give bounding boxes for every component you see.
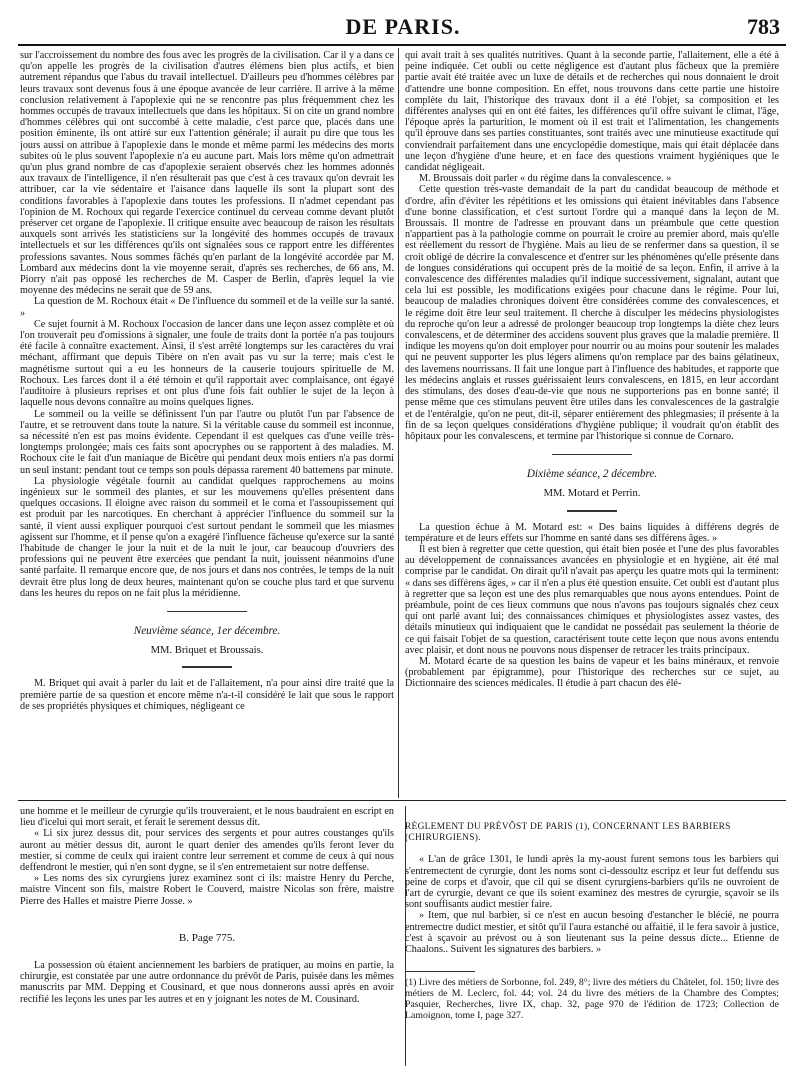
paragraph: Ce sujet fournit à M. Rochoux l'occasion de lancer dans une leçon assez complète et où l'on trouverait peu d'omissions à signaler, une foule de traits dont la portée n'a pas toujours été facile à connaître exactement. Ainsi, il s'est arrêté longtemps sur les caractères du vrai méchant, affirmant que depuis Tibère on n'en avait pas vu sur la terre; mais c'est le magnétisme surtout qui a eu les honneurs de la causerie toujours spirituelle de M. Rochoux. Les farces dont il a été témoin et qu'il rapportait avec complaisance, ont égayé l'auditoire à plusieurs reprises et ont plus d'une fois fait oublier le sujet de la leçon à laquelle nous devons connaître au moins quelques lignes.	[20, 318, 394, 409]
paragraph: sur l'accroissement du nombre des fous avec les progrès de la civilisation. Car il y a dans ce qu'on appelle les progrès de la civilisation d'autres élémens bien plus actifs, et bien autrement répandus que l'abus du travail intellectuel. D'ailleurs peu d'hommes célèbres par leurs travaux sont devenus fous à une époque avancée de leur carrière. Il arrive à la même conclusion relativement à l'apoplexie qui ne se rencontre pas plus fréquemment chez les hommes occupés de travaux intellectuels que dans les hôpitaux. Si on cite un grand nombre d'hommes célèbres qui ont succombé à cette maladie, c'est parce que, placés dans une position éminente, ils ont attiré sur eux l'attention générale; il aurait pu dire que tous les jours aussi on attribue à l'apoplexie dans le monde et même parmi les médecins des morts subites où le plus souvent l'apoplexie n'a eu aucune part. Mais lors même qu'on admettrait qu'un plus grand nombre de cas d'apoplexie seraient observés chez les hommes adonnés aux travaux de l'intelligence, il n'en résulterait pas que c'est à ces travaux qu'on devrait les attribuer, car la vie sédentaire et l'aisance dans laquelle ils sont la plupart sont des conditions favorables à l'apoplexie dans toutes les professions. Il n'admet cependant pas l'opinion de M. Rochoux qui regarde l'exercice continuel du cerveau comme devant plutôt préserver cet organe de l'apoplexie. Il critique ensuite avec beaucoup de raison les résultats auxquels sont arrivés les statisticiens sur la longévité des hommes occupés de travaux intellectuels et sur les différences qu'ils ont signalées sous ce rapport entre les différentes professions savantes. Nous sommes fâchés qu'en parlant de la longévité accordée par M. Lombard aux médecins dont la vie moyenne serait, d'après ses recherches, de 66 ans, M. Piorry n'ait pas opposé les recherches de M. Casper de Berlin, d'après lequel la vie moyenne des médecins ne serait que de 59 ans.	[20, 50, 394, 297]
reglement-heading: RÈGLEMENT DU PRÉVÔST DE PARIS (1), CONCERNANT LES BARBIERS (CHIRURGIENS).	[405, 822, 731, 844]
paragraph: Cette question très-vaste demandait de la part du candidat beaucoup de méthode et d'ordre, afin d'éviter les répétitions et les omissions qui étaient inévitables dans l'absence d'une bonne classification, et c'est surtout l'ordre qui a manqué dans la leçon de M. Broussais. Il montre de l'adresse en prouvant dans un préambule que cette question n'appartient pas à la pathologie comme on pourrait le croire au premier abord, mais qu'elle est réellement du ressort de l'hygiène. Mais au lieu de se renfermer dans sa question, il se croit obligé de décrire la convalescence et d'entrer sur les phénomènes qu'elle présente dans de longues considérations qui occupent près de la moitié de sa leçon. Enfin, il arrive à la convalescence des différentes maladies qu'il indique successivement, signalant, autant que cela lui est possible, les modifications exigées pour chacune dans le régime. Pour lui, beaucoup de maladies chroniques doivent être considérées comme des convalescences, et le régime doit être leur seul traitement. Il cherche à disculper les médecins physiologistes du reproche qu'on leur a adressé de prolonger beaucoup trop longtemps la diète chez leurs convalescens, et de déterminer des accidens souvent plus graves que la maladie première. Il indique les moyens qu'on doit employer pour nourrir ou au moins pour soutenir les malades qui ne peuvent supporter les plus légers alimens qu'on remplace par des bains gélatineux, des lavemens nourrissans. Il fait une longue part à l'influence des habitudes, et rapporte que les médecins anglais et russes guérissaient leurs convalescens, en 1815, en leur accordant des stimulans, des doses d'eau-de-vie que nous ne supporterions pas en bonne santé; il pense même que ces stimulans peuvent être utiles dans les convalescences de la gastralgie et de l'entéralgie, qu'on ne peut, dit-il, séparer entièrement des phlegmasies; il présente à la fin de sa leçon quelques considérations d'hygiène publique; il voudrait qu'on établît des hôpitaux pour les convalescens, et termine par l'historique si connue de Cornaro.	[405, 184, 779, 442]
paragraph: M. Briquet qui avait à parler du lait et de l'allaitement, n'a pour ainsi dire traité que la première partie de sa question et encore même n'a-t-il considéré le lait que sous le rapport de ses propriétés physiques et chimiques, négligeant ce	[20, 678, 394, 712]
footnote: (1) Livre des métiers de Sorbonne, fol. 249, 8°; livre des métiers du Châtelet, fol. 150; livre des métiers de M. Leclerc, fol. 44; vol. 24 du livre des métiers de la Chambre des Comptes; Pasquier, Recherches, livre IX, chap. 32, page 970 de l'édition de 1723; Collection de Lamoignon, tome I, page 327.	[405, 977, 779, 1021]
column-divider	[398, 48, 399, 798]
paragraph: Il est bien à regretter que cette question, qui était bien posée et l'une des plus favorables au développement de connaissances avancées en physiologie et en hygiène, ait été mal comprise par le candidat. On dirait qu'il n'avait pas aperçu les quatre mots qui la terminent: « dans ses différens âges, » car il n'en a plus été question ensuite. Cet oubli est d'autant plus à regretter que sa leçon est une des plus remarquables que nous ayons entendues. Point de préambule, point de ces lieux communs que nous n'avons pas toujours signalés chez ceux qui ont parlé avant lui; des connaissances chimiques et physiologistes assez vastes, des détails minutieux qui indiquaient que le candidat ne possédait pas seulement la théorie de ce qui faisait l'objet de sa question, caractérisent toute cette leçon que nous avons entendu avec plaisir, et dont nous ne pouvons nous dispenser de retracer les traits principaux.	[405, 543, 779, 656]
seance-participants: MM. Motard et Perrin.	[543, 488, 641, 500]
section-heading: B. Page 775.	[178, 931, 236, 944]
paragraph: La possession où étaient anciennement les barbiers de pratiquer, au moins en partie, la chirurgie, est constatée par une autre ordonnance du prévôt de Paris, puisée dans les mêmes manuscrits par MM. Depping et Cousinard, et que nous donnerons aussi après en avoir rectifié les leçons les unes par les autres et en y joignant les notes de M. Cousinard.	[20, 960, 394, 1005]
section-separator	[167, 611, 247, 612]
seance-heading: Neuvième séance, 1er décembre.	[133, 624, 281, 637]
running-title: DE PARIS.	[345, 14, 461, 39]
paragraph: « Li six jurez dessus dit, pour services des sergents et pour autres coustanges qu'ils auront au métier dessus dit, auront le quart denier des amendes qu'ils feront lever du mestier, si comme de ceulx qui iraient contre leur serrement et comme de ceux à qui nous deffendront le mestier, qui n'en sont dygne, se il s'en entremetaient sur notre deffense.	[20, 828, 394, 874]
paragraph: Le sommeil ou la veille se définissent l'un par l'autre ou plutôt l'un par l'absence de l'autre, et se retrouvent dans toute la nature. Si la véritable cause du sommeil est inconnue, sa nécessité n'en est pas moins évidente. Cependant il est quelques cas d'une veille très-longtemps prolongée; mais ces faits sont apocryphes ou se rapportent à des maladies. M. Rochoux cite le fait d'un maniaque de Bicêtre qui pendant deux mois entiers n'a pas dormi un seul instant: pendant tout ce temps son pouls dépassa rarement 40 battemens par minute.	[20, 408, 394, 476]
paragraph: « L'an de grâce 1301, le lundi après la my-aoust furent semons tous les barbiers qui s'entremectent de cyrurgie, dont les noms sont ci-dessoultz escripz et leur fut deffendu sus peine de corps et d'avoir, que cil qui se disent cyrurgiens-barbiers qu'ils ne ouvroient de l'art de cyrurgie, devant ce que ils soient examinez des mestres de cyrurgie, sçavoir se ils sont souffisants audict mestier faire.	[405, 854, 779, 911]
paragraph: La question de M. Rochoux était « De l'influence du sommeil et de la veille sur la santé. »	[20, 296, 394, 319]
notes-rule	[18, 800, 786, 801]
paragraph: qui avait trait à ses qualités nutritives. Quant à la seconde partie, l'allaitement, elle a été à peine indiquée. Cet oubli ou cette négligence est d'autant plus fâcheux que la première partie avait été traitée avec un luxe de détails et de recherches qui nous donnaient le droit d'attendre une bonne composition. En effet, nous trouvons dans cette partie une histoire complète du lait, l'historique des travaux dont il a été l'objet, sa composition et les différentes analyses qui en ont été faites, les différences qu'il offre suivant le climat, l'âge, l'époque après la parturition, le moment où il est trait et l'alimentation, les changements qu'il éprouve dans ses parties constituantes, sont traités avec une minutieuse exactitude qui conviendrait parfaitement dans une encyclopédie domestique, mais qui était déplacée dans une leçon d'hygiène d'une heure, et en face des questions vraiment hygiéniques que le candidat négligeait.	[405, 50, 779, 174]
page-number: 783	[747, 14, 780, 39]
paragraph: » Item, que nul barbier, si ce n'est en aucun besoing d'estancher le blécié, ne pourra entremectre dudict mestier, et sitôt qu'il l'aura estanché ou affaitié, il le fera savoir à justice, c'est à sçavoir au prévost ou à son lieutenant sus la peine dessus dicte... Etienne de Chaalons.. Suivent les signatures des barbiers. »	[405, 910, 779, 956]
seance-heading: Dixième séance, 2 décembre.	[526, 468, 658, 481]
footnote-rule	[405, 971, 475, 972]
paragraph: La question échue à M. Motard est: « Des bains liquides à différens degrés de température et de leurs effets sur l'homme en santé dans ses différens âges. »	[405, 521, 779, 544]
paragraph: M. Motard écarte de sa question les bains de vapeur et les bains minéraux, et renvoie (probablement par épigramme), pour l'historique des recherches sur ce sujet, au Dictionnaire des sciences médicales. Il étudie à part chacun des élé-	[405, 655, 779, 690]
page-header	[22, 14, 784, 40]
section-separator	[552, 454, 632, 455]
seance-participants: MM. Briquet et Broussais.	[150, 645, 264, 657]
paragraph: La physiologie végétale fournit au candidat quelques rapprochemens au moins ingénieux sur le sommeil des plantes, et sur les mouvemens qu'elles présentent dans quelques occasions. Il éloigne avec raison du sommeil et le coma et l'assoupissement qui est produit par les narcotiques. En cherchant à apprécier l'influence du sommeil sur la santé, il vient aussi expliquer pourquoi c'est surtout pendant le sommeil que les miasmes agissent sur l'homme, et il pense qu'on a exagéré l'influence fâcheuse qu'exerce sur la santé l'habitude de changer le jour la nuit et de la nuit le jour, car beaucoup d'ouvriers des professions qui ne peuvent être exercées que pendant la nuit, jouissent néanmoins d'une santé parfaite. Il remarque encore que, de nos jours et dans nos contrées, le temps de la nuit devrait être plus long de deux heures, maintenant qu'on se couche plus tard et que survenu dans les heures du repos on ne fait plus la méridienne.	[20, 475, 394, 599]
left-column	[20, 50, 394, 790]
right-column	[405, 50, 779, 790]
header-rule	[18, 44, 786, 46]
paragraph: une homme et le meilleur de cyrurgie qu'ils trouveraient, et le nous baudraient en escript en lieu d'iceluì qui mort serait, et ferait le serement dessus dit.	[20, 806, 394, 829]
paragraph: » Les noms des six cyrurgiens jurez examinez sont ci ils: maistre Henry du Perche, maistre Vincent son fils, maistre Robert le Couverd, maistre Nicolas son frère, maistre Pierre des Halles et maistre Pierre Josse. »	[20, 873, 394, 907]
notes-left	[20, 806, 394, 1068]
paragraph: M. Broussais doit parler « du régime dans la convalescence. »	[419, 173, 672, 185]
notes-right	[405, 806, 779, 1068]
